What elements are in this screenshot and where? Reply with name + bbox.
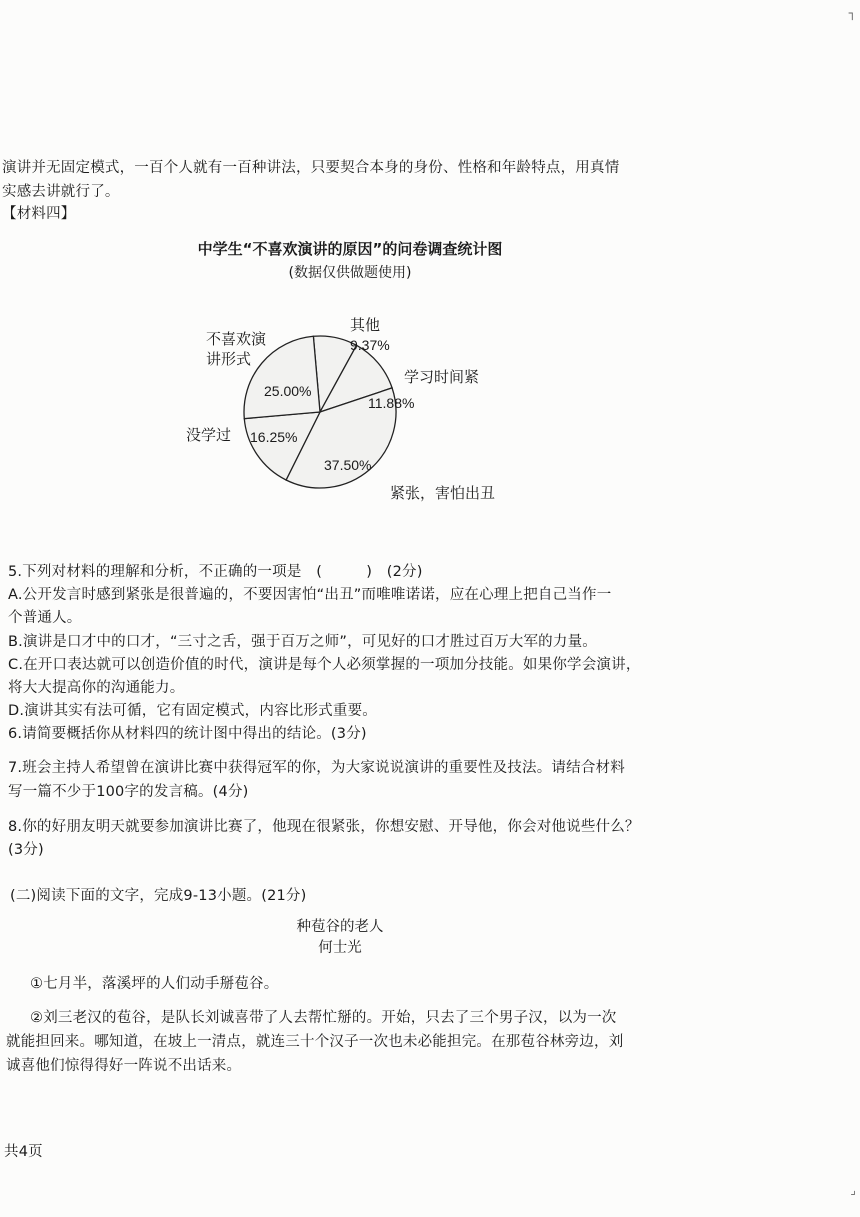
intro-line-2: 实感去讲就行了。 bbox=[2, 184, 120, 200]
material-label: 【材料四】 bbox=[2, 206, 76, 222]
question-5-option-b: B.演讲是口才中的口才，“三寸之舌，强于百万之师”，可见好的口才胜过百万大军的力量。 bbox=[8, 634, 597, 650]
question-8-line-2: (3分) bbox=[8, 842, 44, 858]
section-heading: (二)阅读下面的文字，完成9-13小题。(21分) bbox=[10, 888, 307, 904]
question-7-line-1: 7.班会主持人希望曾在演讲比赛中获得冠军的你，为大家说说演讲的重要性及技法。请结合材料 bbox=[8, 760, 625, 776]
value-label-dislike-form: 25.00% bbox=[264, 383, 312, 399]
story-paragraph-2-line-2: 就能担回来。哪知道，在坡上一清点，就连三十个汉子一次也未必能担完。在那苞谷林旁边，刘 bbox=[6, 1034, 624, 1050]
category-label-other: 其他 bbox=[350, 317, 381, 334]
category-label-dislike-2: 讲形式 bbox=[206, 351, 252, 368]
chart-subtitle: (数据仅供做题使用) bbox=[288, 265, 412, 281]
question-8-line-1: 8.你的好朋友明天就要参加演讲比赛了，他现在很紧张，你想安慰、开导他，你会对他说些什么？ bbox=[8, 819, 640, 835]
story-paragraph-1: ①七月半，落溪坪的人们动手掰苞谷。 bbox=[30, 976, 279, 992]
category-label-dislike-1: 不喜欢演 bbox=[206, 331, 267, 348]
question-6: 6.请简要概括你从材料四的统计图中得出的结论。(3分) bbox=[8, 726, 367, 742]
category-label-nervous: 紧张，害怕出丑 bbox=[390, 485, 496, 502]
slice-dislike-form bbox=[244, 336, 320, 418]
story-paragraph-2-line-1: ②刘三老汉的苞谷，是队长刘诚喜带了人去帮忙掰的。开始，只去了三个男子汉，以为一次 bbox=[30, 1010, 617, 1026]
pie-chart bbox=[170, 292, 540, 522]
intro-line-1: 演讲并无固定模式，一百个人就有一百种讲法，只要契合本身的身份、性格和年龄特点，用真情 bbox=[2, 160, 620, 176]
chart-title: 中学生“不喜欢演讲的原因”的问卷调查统计图 bbox=[197, 240, 503, 258]
value-label-study-time: 11.88% bbox=[368, 395, 415, 411]
category-label-study-time: 学习时间紧 bbox=[404, 369, 480, 386]
story-title: 种苞谷的老人 bbox=[296, 919, 384, 935]
scan-corner-mark-bottom: ⌟ bbox=[850, 1183, 856, 1197]
value-label-nervous: 37.50% bbox=[324, 457, 372, 473]
question-5-option-a-1: A.公开发言时感到紧张是很普遍的，不要因害怕“出丑”而唯唯诺诺，应在心理上把自己当作一 bbox=[8, 587, 612, 603]
question-5: 5.下列对材料的理解和分析，不正确的一项是 ( ) (2分) bbox=[8, 564, 423, 580]
value-label-not-learned: 16.25% bbox=[250, 429, 298, 445]
question-7-line-2: 写一篇不少于100字的发言稿。(4分) bbox=[8, 784, 249, 800]
page-footer: 共4页 bbox=[4, 1144, 43, 1160]
story-author: 何士光 bbox=[318, 940, 362, 956]
scan-corner-mark-top: ┐ bbox=[848, 6, 856, 20]
question-5-option-c-1: C.在开口表达就可以创造价值的时代，演讲是每个人必须掌握的一项加分技能。如果你学会演讲， bbox=[8, 657, 641, 673]
value-label-other: 9.37% bbox=[350, 337, 390, 353]
question-5-option-c-2: 将大大提高你的沟通能力。 bbox=[8, 680, 185, 696]
question-5-option-a-2: 个普通人。 bbox=[8, 610, 82, 626]
question-5-option-d: D.演讲其实有法可循，它有固定模式，内容比形式重要。 bbox=[8, 703, 377, 719]
story-paragraph-2-line-3: 诚喜他们惊得得好一阵说不出话来。 bbox=[6, 1058, 242, 1074]
category-label-not-learned: 没学过 bbox=[186, 427, 232, 444]
